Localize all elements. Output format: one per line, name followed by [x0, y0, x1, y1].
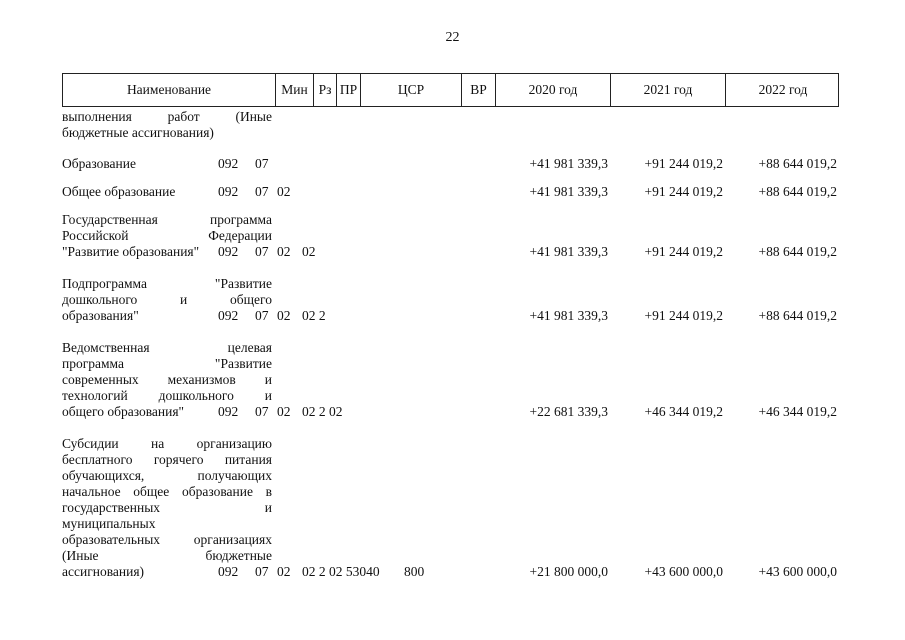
cell-y2021: +43 600 000,0 — [644, 564, 723, 579]
cell-y2022: +88 644 019,2 — [758, 308, 837, 323]
cell-y2021: +91 244 019,2 — [644, 244, 723, 259]
name-line: (Иные бюджетные — [62, 548, 272, 563]
cell-y2022: +43 600 000,0 — [758, 564, 837, 579]
cell-y2020: +41 981 339,3 — [529, 308, 608, 323]
row-name — [62, 436, 272, 580]
name-line: начальное общее образование в — [62, 484, 272, 499]
header-rz: Рз — [314, 74, 337, 106]
name-line: выполнения работ (Иные — [62, 109, 272, 124]
cell-y2020: +41 981 339,3 — [529, 244, 608, 259]
name-line: Российской Федерации — [62, 228, 272, 243]
cell-min: 092 — [218, 184, 239, 199]
cell-min: 092 — [218, 404, 239, 419]
cell-y2022: +88 644 019,2 — [758, 156, 837, 171]
cell-rz: 07 — [255, 308, 269, 323]
row-name — [62, 184, 272, 200]
name-line: "Развитие образования" — [62, 244, 200, 259]
cell-vr: 800 — [404, 564, 425, 579]
header-2020: 2020 год — [496, 74, 611, 106]
row-name — [62, 340, 272, 420]
name-line: образования" — [62, 308, 139, 323]
cell-min: 092 — [218, 156, 239, 171]
row-name — [62, 109, 272, 141]
cell-pr: 02 — [277, 244, 291, 259]
cell-y2021: +91 244 019,2 — [644, 184, 723, 199]
cell-y2021: +46 344 019,2 — [644, 404, 723, 419]
name-line: ассигнования) — [62, 564, 145, 579]
name-line: государственных и — [62, 500, 272, 515]
cell-csr: 02 — [302, 244, 316, 259]
cell-csr: 02 2 02 — [302, 404, 343, 419]
cell-csr: 02 2 — [302, 308, 326, 323]
cell-pr: 02 — [277, 308, 291, 323]
cell-y2020: +41 981 339,3 — [529, 156, 608, 171]
name-line: обучающихся, получающих — [62, 468, 272, 483]
name-line: программа "Развитие — [62, 356, 272, 371]
cell-y2020: +41 981 339,3 — [529, 184, 608, 199]
cell-y2021: +91 244 019,2 — [644, 308, 723, 323]
name-line: технологий дошкольного и — [62, 388, 272, 403]
name-line: Образование — [62, 156, 136, 171]
name-line: Подпрограмма "Развитие — [62, 276, 272, 291]
cell-pr: 02 — [277, 184, 291, 199]
cell-y2021: +91 244 019,2 — [644, 156, 723, 171]
cell-rz: 07 — [255, 244, 269, 259]
cell-pr: 02 — [277, 564, 291, 579]
header-2022: 2022 год — [758, 82, 808, 97]
name-line: Государственная программа — [62, 212, 272, 227]
table-header — [62, 73, 839, 107]
row-name — [62, 212, 272, 260]
name-line: дошкольного и общего — [62, 292, 272, 307]
cell-y2022: +88 644 019,2 — [758, 184, 837, 199]
cell-rz: 07 — [255, 156, 269, 171]
cell-y2020: +21 800 000,0 — [529, 564, 608, 579]
cell-rz: 07 — [255, 404, 269, 419]
name-line: Субсидии на организацию — [62, 436, 272, 451]
header-vr: ВР — [462, 74, 496, 106]
cell-pr: 02 — [277, 404, 291, 419]
row-name — [62, 156, 272, 172]
name-line: Ведомственная целевая — [62, 340, 272, 355]
header-2021: 2021 год — [611, 74, 726, 106]
cell-rz: 07 — [255, 184, 269, 199]
cell-min: 092 — [218, 244, 239, 259]
cell-y2022: +46 344 019,2 — [758, 404, 837, 419]
name-line: муниципальных — [62, 516, 156, 531]
name-line: общего образования" — [62, 404, 185, 419]
name-line: бюджетные ассигнования) — [62, 125, 214, 140]
header-name: Наименование — [63, 74, 276, 106]
name-line: образовательных организациях — [62, 532, 272, 547]
cell-y2020: +22 681 339,3 — [529, 404, 608, 419]
cell-min: 092 — [218, 564, 239, 579]
header-pr: ПР — [337, 74, 361, 106]
row-name — [62, 276, 272, 324]
cell-csr: 02 2 02 53040 — [302, 564, 380, 579]
header-min: Мин — [276, 74, 314, 106]
name-line: Общее образование — [62, 184, 176, 199]
cell-min: 092 — [218, 308, 239, 323]
name-line: бесплатного горячего питания — [62, 452, 272, 467]
name-line: современных механизмов и — [62, 372, 272, 387]
page-number: 22 — [445, 30, 460, 45]
header-csr: ЦСР — [361, 74, 462, 106]
cell-rz: 07 — [255, 564, 269, 579]
cell-y2022: +88 644 019,2 — [758, 244, 837, 259]
